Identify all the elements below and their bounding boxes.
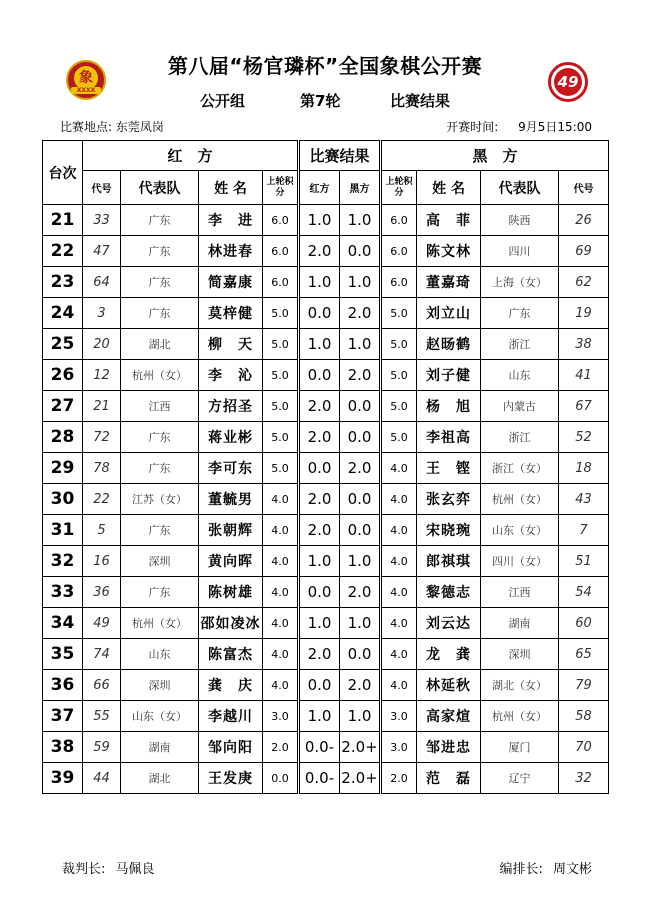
red-prev-pts: 6.0 [263, 205, 299, 236]
red-prev-pts: 4.0 [263, 670, 299, 701]
red-name: 张朝辉 [199, 515, 263, 546]
venue-label: 比赛地点: [60, 120, 113, 134]
black-name: 张玄弈 [417, 484, 481, 515]
red-name: 李越川 [199, 701, 263, 732]
red-code: 72 [83, 422, 121, 453]
red-prev-pts: 4.0 [263, 484, 299, 515]
red-name: 陈富杰 [199, 639, 263, 670]
arranger-info [499, 858, 592, 877]
start-time-info [446, 118, 592, 135]
table-row [43, 391, 609, 422]
red-team: 湖北 [121, 329, 199, 360]
black-team: 湖南 [481, 608, 559, 639]
black-prev-pts: 4.0 [381, 515, 417, 546]
referee-info [62, 858, 155, 877]
black-name: 范 磊 [417, 763, 481, 794]
black-prev-pts: 5.0 [381, 298, 417, 329]
venue-info [60, 118, 164, 135]
red-code: 78 [83, 453, 121, 484]
tai-cell: 24 [43, 298, 83, 329]
header-black-prev-pts: 上轮积分 [381, 171, 417, 205]
table-row [43, 701, 609, 732]
red-prev-pts: 3.0 [263, 701, 299, 732]
red-result: 1.0 [299, 701, 340, 732]
black-result: 0.0 [340, 515, 381, 546]
black-name: 高 菲 [417, 205, 481, 236]
black-code: 62 [559, 267, 609, 298]
red-result: 1.0 [299, 546, 340, 577]
header-red-name: 姓 名 [199, 171, 263, 205]
red-prev-pts: 5.0 [263, 391, 299, 422]
black-result: 0.0 [340, 236, 381, 267]
black-team: 广东 [481, 298, 559, 329]
table-row [43, 639, 609, 670]
black-code: 38 [559, 329, 609, 360]
table-row [43, 608, 609, 639]
black-result: 2.0 [340, 360, 381, 391]
black-prev-pts: 5.0 [381, 329, 417, 360]
red-team: 广东 [121, 236, 199, 267]
black-team: 杭州（女） [481, 701, 559, 732]
tai-cell: 22 [43, 236, 83, 267]
black-result: 0.0 [340, 639, 381, 670]
black-prev-pts: 5.0 [381, 422, 417, 453]
red-team: 深圳 [121, 670, 199, 701]
black-name: 刘立山 [417, 298, 481, 329]
black-code: 7 [559, 515, 609, 546]
table-row [43, 484, 609, 515]
red-result: 0.0- [299, 763, 340, 794]
black-name: 王 铿 [417, 453, 481, 484]
red-code: 36 [83, 577, 121, 608]
black-prev-pts: 5.0 [381, 360, 417, 391]
header-black-team: 代表队 [481, 171, 559, 205]
black-name: 刘云达 [417, 608, 481, 639]
red-team: 深圳 [121, 546, 199, 577]
red-code: 66 [83, 670, 121, 701]
red-team: 广东 [121, 205, 199, 236]
black-code: 69 [559, 236, 609, 267]
header-red-result: 红方 [299, 171, 340, 205]
red-name: 董毓男 [199, 484, 263, 515]
red-prev-pts: 6.0 [263, 267, 299, 298]
black-team: 四川 [481, 236, 559, 267]
results-table [42, 140, 609, 794]
red-team: 广东 [121, 515, 199, 546]
red-name: 方招圣 [199, 391, 263, 422]
black-team: 浙江 [481, 329, 559, 360]
tai-cell: 28 [43, 422, 83, 453]
black-result: 2.0 [340, 298, 381, 329]
black-code: 52 [559, 422, 609, 453]
tai-cell: 26 [43, 360, 83, 391]
black-result: 2.0+ [340, 732, 381, 763]
black-prev-pts: 3.0 [381, 732, 417, 763]
tai-cell: 27 [43, 391, 83, 422]
black-prev-pts: 5.0 [381, 391, 417, 422]
table-row [43, 670, 609, 701]
black-prev-pts: 6.0 [381, 205, 417, 236]
red-result: 0.0- [299, 732, 340, 763]
red-code: 55 [83, 701, 121, 732]
red-result: 2.0 [299, 391, 340, 422]
black-code: 26 [559, 205, 609, 236]
red-prev-pts: 6.0 [263, 236, 299, 267]
black-team: 浙江（女） [481, 453, 559, 484]
red-code: 12 [83, 360, 121, 391]
red-code: 16 [83, 546, 121, 577]
black-team: 山东（女） [481, 515, 559, 546]
red-team: 杭州（女） [121, 608, 199, 639]
black-name: 郎祺琪 [417, 546, 481, 577]
red-result: 2.0 [299, 422, 340, 453]
black-name: 李祖高 [417, 422, 481, 453]
black-result: 1.0 [340, 546, 381, 577]
black-team: 山东 [481, 360, 559, 391]
red-prev-pts: 4.0 [263, 546, 299, 577]
black-result: 1.0 [340, 329, 381, 360]
red-prev-pts: 4.0 [263, 639, 299, 670]
red-code: 44 [83, 763, 121, 794]
black-code: 79 [559, 670, 609, 701]
red-result: 0.0 [299, 577, 340, 608]
black-result: 1.0 [340, 205, 381, 236]
black-team: 内蒙古 [481, 391, 559, 422]
black-team: 深圳 [481, 639, 559, 670]
red-result: 1.0 [299, 329, 340, 360]
round-label: 第7轮 [300, 92, 341, 110]
red-team: 湖南 [121, 732, 199, 763]
red-name: 李可东 [199, 453, 263, 484]
group-label: 公开组 [200, 92, 246, 110]
tai-cell: 35 [43, 639, 83, 670]
table-row [43, 298, 609, 329]
red-result: 0.0 [299, 453, 340, 484]
red-code: 64 [83, 267, 121, 298]
time-value: 9月5日15:00 [518, 120, 592, 134]
tai-cell: 38 [43, 732, 83, 763]
black-team: 浙江 [481, 422, 559, 453]
subtitle [0, 90, 650, 110]
black-code: 54 [559, 577, 609, 608]
red-prev-pts: 4.0 [263, 515, 299, 546]
table-row [43, 205, 609, 236]
red-name: 邵如凌冰 [199, 608, 263, 639]
tai-cell: 23 [43, 267, 83, 298]
referee-name: 马佩良 [115, 862, 155, 877]
black-code: 32 [559, 763, 609, 794]
table-row [43, 515, 609, 546]
logo-band: XXXX [71, 87, 101, 94]
header-red-prev-pts: 上轮积分 [263, 171, 299, 205]
red-result: 0.0 [299, 360, 340, 391]
table-row [43, 422, 609, 453]
header-red-side: 红 方 [83, 141, 299, 171]
table-row [43, 546, 609, 577]
black-name: 宋晓琬 [417, 515, 481, 546]
red-name: 李 进 [199, 205, 263, 236]
black-prev-pts: 4.0 [381, 639, 417, 670]
table-row [43, 236, 609, 267]
red-team: 山东 [121, 639, 199, 670]
header-red-code: 代号 [83, 171, 121, 205]
header-black-result: 黑方 [340, 171, 381, 205]
red-result: 1.0 [299, 267, 340, 298]
table-row [43, 763, 609, 794]
black-name: 龙 龚 [417, 639, 481, 670]
red-name: 黄向晖 [199, 546, 263, 577]
tai-cell: 36 [43, 670, 83, 701]
header-red-team: 代表队 [121, 171, 199, 205]
red-name: 龚 庆 [199, 670, 263, 701]
red-code: 49 [83, 608, 121, 639]
red-name: 王发庚 [199, 763, 263, 794]
black-result: 2.0 [340, 453, 381, 484]
red-code: 33 [83, 205, 121, 236]
red-name: 柳 天 [199, 329, 263, 360]
red-name: 蒋业彬 [199, 422, 263, 453]
red-prev-pts: 0.0 [263, 763, 299, 794]
header-result: 比赛结果 [299, 141, 381, 171]
black-result: 1.0 [340, 701, 381, 732]
black-prev-pts: 3.0 [381, 701, 417, 732]
red-code: 20 [83, 329, 121, 360]
red-code: 3 [83, 298, 121, 329]
header-black-code: 代号 [559, 171, 609, 205]
red-prev-pts: 2.0 [263, 732, 299, 763]
black-code: 51 [559, 546, 609, 577]
tai-cell: 25 [43, 329, 83, 360]
black-team: 四川（女） [481, 546, 559, 577]
black-result: 0.0 [340, 391, 381, 422]
tai-cell: 34 [43, 608, 83, 639]
red-result: 2.0 [299, 515, 340, 546]
red-team: 山东（女） [121, 701, 199, 732]
tai-cell: 33 [43, 577, 83, 608]
red-team: 杭州（女） [121, 360, 199, 391]
arranger-label: 编排长: [499, 862, 543, 877]
black-name: 赵旸鹤 [417, 329, 481, 360]
black-prev-pts: 2.0 [381, 763, 417, 794]
black-team: 厦门 [481, 732, 559, 763]
black-team: 陕西 [481, 205, 559, 236]
tai-cell: 29 [43, 453, 83, 484]
red-team: 江苏（女） [121, 484, 199, 515]
header-black-name: 姓 名 [417, 171, 481, 205]
table-row [43, 329, 609, 360]
red-code: 74 [83, 639, 121, 670]
anniversary-logo-icon: 49 [554, 68, 582, 96]
black-team: 杭州（女） [481, 484, 559, 515]
tai-cell: 31 [43, 515, 83, 546]
black-team: 江西 [481, 577, 559, 608]
table-row [43, 360, 609, 391]
red-result: 1.0 [299, 608, 340, 639]
black-prev-pts: 4.0 [381, 670, 417, 701]
black-code: 43 [559, 484, 609, 515]
black-code: 19 [559, 298, 609, 329]
red-prev-pts: 5.0 [263, 360, 299, 391]
tai-cell: 39 [43, 763, 83, 794]
black-result: 1.0 [340, 267, 381, 298]
black-result: 2.0 [340, 577, 381, 608]
red-name: 林进春 [199, 236, 263, 267]
table-row [43, 577, 609, 608]
tai-cell: 37 [43, 701, 83, 732]
red-name: 邹向阳 [199, 732, 263, 763]
black-result: 1.0 [340, 608, 381, 639]
black-result: 2.0 [340, 670, 381, 701]
red-prev-pts: 4.0 [263, 608, 299, 639]
black-name: 高家煊 [417, 701, 481, 732]
red-result: 0.0 [299, 670, 340, 701]
result-label: 比赛结果 [390, 92, 451, 110]
header-black-side: 黑 方 [381, 141, 609, 171]
black-code: 70 [559, 732, 609, 763]
red-name: 陈树雄 [199, 577, 263, 608]
red-team: 江西 [121, 391, 199, 422]
red-code: 47 [83, 236, 121, 267]
black-code: 58 [559, 701, 609, 732]
black-team: 上海（女） [481, 267, 559, 298]
table-row [43, 267, 609, 298]
black-result: 2.0+ [340, 763, 381, 794]
chess-piece-icon: 象 [74, 66, 98, 90]
black-name: 董嘉琦 [417, 267, 481, 298]
venue-value: 东莞凤岗 [115, 120, 164, 134]
red-result: 2.0 [299, 484, 340, 515]
red-result: 2.0 [299, 236, 340, 267]
red-code: 5 [83, 515, 121, 546]
tai-cell: 32 [43, 546, 83, 577]
black-code: 60 [559, 608, 609, 639]
time-label: 开赛时间: [446, 120, 499, 134]
red-team: 广东 [121, 453, 199, 484]
black-prev-pts: 4.0 [381, 608, 417, 639]
black-code: 65 [559, 639, 609, 670]
referee-label: 裁判长: [62, 862, 106, 877]
tai-cell: 21 [43, 205, 83, 236]
red-code: 59 [83, 732, 121, 763]
black-code: 18 [559, 453, 609, 484]
red-team: 广东 [121, 267, 199, 298]
red-prev-pts: 5.0 [263, 329, 299, 360]
red-team: 广东 [121, 422, 199, 453]
tai-cell: 30 [43, 484, 83, 515]
black-code: 67 [559, 391, 609, 422]
red-code: 21 [83, 391, 121, 422]
red-team: 广东 [121, 298, 199, 329]
black-result: 0.0 [340, 484, 381, 515]
table-row [43, 453, 609, 484]
black-prev-pts: 6.0 [381, 267, 417, 298]
black-prev-pts: 4.0 [381, 577, 417, 608]
black-name: 刘子健 [417, 360, 481, 391]
black-name: 杨 旭 [417, 391, 481, 422]
black-result: 0.0 [340, 422, 381, 453]
red-prev-pts: 5.0 [263, 298, 299, 329]
black-prev-pts: 4.0 [381, 546, 417, 577]
black-name: 黎德志 [417, 577, 481, 608]
arranger-name: 周文彬 [552, 862, 592, 877]
black-prev-pts: 4.0 [381, 453, 417, 484]
black-team: 湖北（女） [481, 670, 559, 701]
red-result: 2.0 [299, 639, 340, 670]
black-name: 林延秋 [417, 670, 481, 701]
black-code: 41 [559, 360, 609, 391]
red-name: 莫梓健 [199, 298, 263, 329]
red-prev-pts: 5.0 [263, 453, 299, 484]
black-name: 邹进忠 [417, 732, 481, 763]
page-title: 第八届“杨官璘杯”全国象棋公开赛 [167, 54, 483, 78]
black-prev-pts: 4.0 [381, 484, 417, 515]
red-team: 广东 [121, 577, 199, 608]
red-team: 湖北 [121, 763, 199, 794]
red-name: 李 沁 [199, 360, 263, 391]
black-prev-pts: 6.0 [381, 236, 417, 267]
header-tai: 台次 [43, 141, 83, 205]
red-prev-pts: 4.0 [263, 577, 299, 608]
red-name: 简嘉康 [199, 267, 263, 298]
red-prev-pts: 5.0 [263, 422, 299, 453]
red-code: 22 [83, 484, 121, 515]
red-result: 0.0 [299, 298, 340, 329]
black-name: 陈文林 [417, 236, 481, 267]
table-row [43, 732, 609, 763]
red-result: 1.0 [299, 205, 340, 236]
black-team: 辽宁 [481, 763, 559, 794]
